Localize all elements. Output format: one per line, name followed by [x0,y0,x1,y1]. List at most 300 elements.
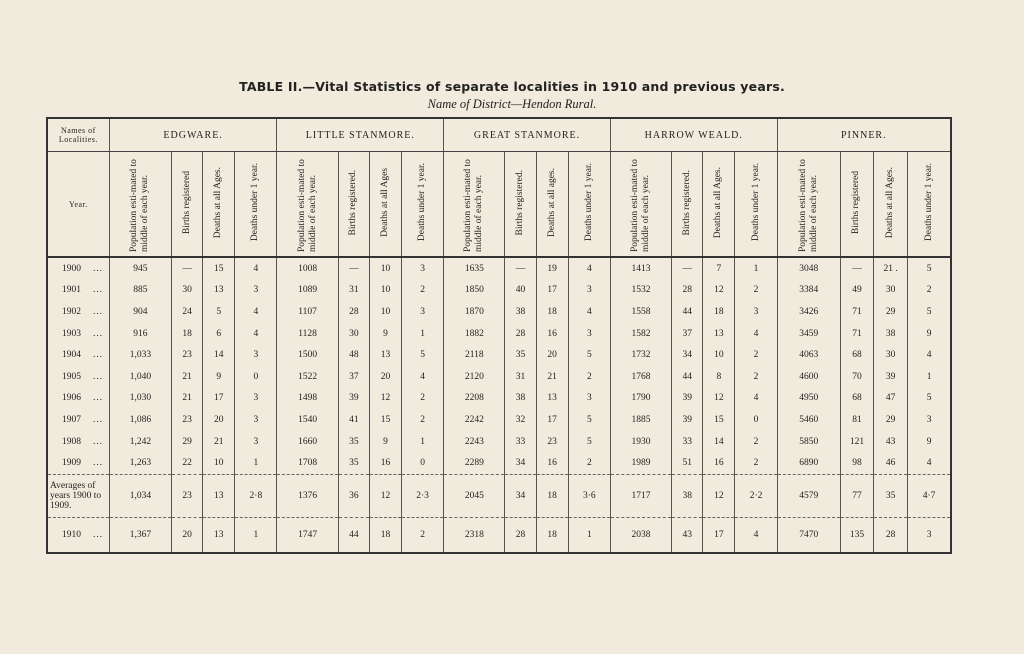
table-cell: 3 [402,257,444,280]
table-cell: 35 [874,474,908,517]
column-header-label: Births registered. [681,169,692,236]
table-cell: 2 [735,280,777,302]
table-cell: 70 [840,366,873,388]
table-cell: 68 [840,388,873,410]
year-cell [47,517,109,553]
table-cell: 1 [402,431,444,453]
table-cell: 1989 [610,452,671,474]
table-cell: 18 [369,517,401,553]
column-header-label: Births registered [851,170,862,235]
table-cell: 1558 [610,301,671,323]
table-cell: 1,263 [109,452,171,474]
table-cell: 4 [235,301,277,323]
table-cell: 13 [369,344,401,366]
table-cell: 2242 [444,409,505,431]
table-cell: 7470 [777,517,840,553]
table-cell: 4 [735,388,777,410]
table-cell: 44 [672,301,703,323]
table-row [47,301,951,323]
table-cell: 2 [402,517,444,553]
column-header-label: Deaths under 1 year. [250,163,261,242]
table-cell: 12 [369,388,401,410]
table-cell: 1660 [277,431,338,453]
year-cell [47,344,109,366]
year-value: 1910 [62,529,81,540]
table-cell: 2 [735,366,777,388]
table-cell: 47 [874,388,908,410]
table-cell: 4 [568,257,610,280]
locality-header-harrow-weald: HARROW WEALD. [610,118,777,152]
table-cell: 1128 [277,323,338,345]
table-row [47,366,951,388]
locality-header-pinner: PINNER. [777,118,951,152]
table-cell: 21 [172,388,203,410]
table-cell: 2120 [444,366,505,388]
table-cell: 4063 [777,344,840,366]
table-cell: 39 [338,388,369,410]
table-cell: 1 [235,517,277,553]
page-subtitle: Name of District—Hendon Rural. [427,97,597,111]
table-cell: 3 [235,388,277,410]
leader-dots: ... [93,263,104,274]
year-value: 1902 [62,306,81,317]
column-header-label: Deaths under 1 year. [583,163,594,242]
table-cell: 71 [840,301,873,323]
table-cell: 4 [735,323,777,345]
table-cell: 1376 [277,474,338,517]
table-cell: 18 [536,474,568,517]
table-cell: 3 [735,301,777,323]
table-cell: 1717 [610,474,671,517]
table-cell: 945 [109,257,171,280]
deaths-all-ages-header [536,152,568,258]
table-cell: 3 [235,409,277,431]
table-cell: 5850 [777,431,840,453]
table-cell: 1540 [277,409,338,431]
table-cell: 5 [908,388,951,410]
table-cell: 20 [203,409,235,431]
year-value: 1908 [62,436,81,447]
table-cell: 37 [338,366,369,388]
year-value: 1900 [62,263,81,274]
table-cell: 121 [840,431,873,453]
table-cell: 31 [338,280,369,302]
table-cell: 2 [735,344,777,366]
table-cell: 33 [672,431,703,453]
table-cell: 3 [908,517,951,553]
locality-header-edgware: EDGWARE. [109,118,277,152]
table-cell: — [840,257,873,280]
table-cell: 37 [672,323,703,345]
table-cell: 17 [703,517,735,553]
year-cell [47,366,109,388]
page-title: TABLE II.—Vital Statistics of separate localities in 1910 and previous years. [239,79,785,94]
table-cell: 13 [203,280,235,302]
table-cell: 1,040 [109,366,171,388]
year-value: 1909 [62,458,81,469]
population-header [444,152,505,258]
table-cell: 904 [109,301,171,323]
table-cell: 10 [369,257,401,280]
table-cell: 40 [505,280,536,302]
table-cell: 0 [235,366,277,388]
table-cell: 1,086 [109,409,171,431]
table-row [47,323,951,345]
leader-dots: ... [93,436,104,447]
table-cell: 1498 [277,388,338,410]
table-cell: 28 [338,301,369,323]
leader-dots: ... [93,350,104,361]
table-cell: 9 [203,366,235,388]
table-cell: 20 [172,517,203,553]
column-header-label: Deaths under 1 year. [750,163,761,242]
year-value: 1904 [62,350,81,361]
table-cell: 1850 [444,280,505,302]
table-cell: 1,242 [109,431,171,453]
table-cell: 46 [874,452,908,474]
deaths-under-1-header [402,152,444,258]
table-cell: 5 [568,431,610,453]
column-header-label: Births registered. [515,169,526,236]
leader-dots: ... [93,371,104,382]
year-cell [47,409,109,431]
table-cell: 1635 [444,257,505,280]
deaths-under-1-header [235,152,277,258]
table-cell: 916 [109,323,171,345]
table-cell: 3 [235,344,277,366]
column-header-label: Deaths at all Ages. [213,166,224,239]
table-row [47,452,951,474]
table-cell: 1 [402,323,444,345]
table-cell: 28 [874,517,908,553]
leader-dots: ... [93,458,104,469]
table-cell: 21 [172,366,203,388]
table-cell: 39 [672,388,703,410]
table-cell: 4 [908,344,951,366]
table-cell: 13 [703,323,735,345]
averages-row [47,474,951,517]
table-cell: 2 [402,388,444,410]
table-cell: 15 [203,257,235,280]
table-cell: 5 [568,344,610,366]
table-cell: 23 [172,409,203,431]
table-cell: 1732 [610,344,671,366]
table-cell: 5 [908,301,951,323]
table-row [47,431,951,453]
births-header [338,152,369,258]
column-header-label: Population esti-mated to middle of each year. [797,158,819,252]
table-cell: 2 [402,280,444,302]
table-cell: 10 [369,280,401,302]
table-cell: 21 [536,366,568,388]
column-header-label: Births registered. [348,169,359,236]
table-cell: 13 [536,388,568,410]
column-header-label: Deaths under 1 year. [417,163,428,242]
table-cell: 3048 [777,257,840,280]
table-cell: 1582 [610,323,671,345]
deaths-under-1-header [908,152,951,258]
table-cell: 10 [203,452,235,474]
leader-dots: ... [93,285,104,296]
year-cell [47,452,109,474]
table-cell: 30 [172,280,203,302]
deaths-under-1-header [735,152,777,258]
table-cell: 3 [235,431,277,453]
table-cell: 2318 [444,517,505,553]
table-cell: 3 [568,280,610,302]
table-cell: 31 [505,366,536,388]
table-cell: 9 [369,431,401,453]
table-cell: 2289 [444,452,505,474]
table-cell: 1747 [277,517,338,553]
births-header [840,152,873,258]
births-header [672,152,703,258]
table-cell: 98 [840,452,873,474]
table-cell: 24 [172,301,203,323]
table-cell: 38 [505,301,536,323]
year-cell [47,431,109,453]
table-cell: 13 [203,517,235,553]
table-cell: 4 [568,301,610,323]
table-cell: 14 [203,344,235,366]
table-cell: 17 [536,280,568,302]
table-cell: 1 [568,517,610,553]
table-cell: 3 [568,323,610,345]
table-cell: 6890 [777,452,840,474]
table-cell: 4 [235,323,277,345]
table-cell: 0 [735,409,777,431]
column-header-label: Deaths at all ages. [546,167,557,238]
leader-dots: ... [93,306,104,317]
table-cell: 38 [672,474,703,517]
table-cell: 51 [672,452,703,474]
table-cell: 1089 [277,280,338,302]
table-cell: 3 [568,388,610,410]
table-cell: 44 [338,517,369,553]
year-value: 1907 [62,414,81,425]
table-cell: — [505,257,536,280]
table-cell: 15 [703,409,735,431]
table-cell: 39 [672,409,703,431]
column-header-label: Population esti-mated to middle of each year. [129,158,151,252]
table-cell: 34 [505,452,536,474]
table-cell: 1768 [610,366,671,388]
table-cell: 49 [840,280,873,302]
table-cell: 1 [735,257,777,280]
table-cell: 34 [672,344,703,366]
table-cell: 28 [505,517,536,553]
year-cell [47,280,109,302]
table-cell: 1532 [610,280,671,302]
table-cell: 2 [568,452,610,474]
table-cell: 1 [235,452,277,474]
table-cell: 3 [235,280,277,302]
table-cell: 18 [536,301,568,323]
leader-dots: ... [93,393,104,404]
table-cell: 36 [338,474,369,517]
year-value: 1903 [62,328,81,339]
table-cell: 17 [203,388,235,410]
table-cell: — [338,257,369,280]
table-row [47,388,951,410]
table-cell: 34 [505,474,536,517]
table-cell: 885 [109,280,171,302]
table-cell: 18 [536,517,568,553]
table-cell: 2045 [444,474,505,517]
table-cell: 19 [536,257,568,280]
table-cell: 32 [505,409,536,431]
table-cell: 16 [536,323,568,345]
table-cell: 2 [908,280,951,302]
table-cell: 1413 [610,257,671,280]
table-row-1910 [47,517,951,553]
year-value: 1901 [62,285,81,296]
names-of-localities-header: Names of Localities. [47,118,109,152]
table-cell: 71 [840,323,873,345]
table-cell: 12 [703,474,735,517]
table-cell: 4 [908,452,951,474]
table-cell: 12 [703,280,735,302]
table-cell: 18 [703,301,735,323]
table-cell: 38 [505,388,536,410]
table-cell: 20 [536,344,568,366]
table-cell: 16 [703,452,735,474]
table-cell: 5 [568,409,610,431]
table-cell: 68 [840,344,873,366]
table-cell: 2208 [444,388,505,410]
table-cell: 44 [672,366,703,388]
table-cell: 1,034 [109,474,171,517]
population-header [610,152,671,258]
column-header-label: Population esti-mated to middle of each year. [296,158,318,252]
table-cell: 21 . [874,257,908,280]
table-cell: 4600 [777,366,840,388]
table-cell: 3 [908,409,951,431]
table-cell: 0 [402,452,444,474]
table-cell: 30 [874,344,908,366]
table-row [47,344,951,366]
table-cell: 13 [203,474,235,517]
table-cell: 4·7 [908,474,951,517]
table-cell: 2·2 [735,474,777,517]
table-cell: 2·3 [402,474,444,517]
table-cell: 23 [172,344,203,366]
column-header-label: Deaths at all Ages [379,168,390,237]
table-cell: 30 [874,280,908,302]
table-cell: 1790 [610,388,671,410]
year-cell [47,323,109,345]
table-cell: 4 [235,257,277,280]
locality-header-little-stanmore: LITTLE STANMORE. [277,118,444,152]
table-cell: 1500 [277,344,338,366]
table-cell: 2·8 [235,474,277,517]
table-cell: 2243 [444,431,505,453]
table-cell: 9 [908,431,951,453]
table-cell: 43 [672,517,703,553]
table-cell: 5 [908,257,951,280]
table-cell: 16 [536,452,568,474]
table-cell: 12 [703,388,735,410]
table-cell: 41 [338,409,369,431]
table-cell: 5460 [777,409,840,431]
table-cell: — [172,257,203,280]
table-cell: 22 [172,452,203,474]
table-cell: 2 [735,452,777,474]
table-cell: 1,030 [109,388,171,410]
column-header-label: Population esti-mated to middle of each year. [463,158,485,252]
deaths-all-ages-header [369,152,401,258]
year-value: 1906 [62,393,81,404]
table-cell: 2 [735,431,777,453]
deaths-all-ages-header [203,152,235,258]
table-cell: 29 [874,301,908,323]
table-cell: 33 [505,431,536,453]
table-cell: 5 [203,301,235,323]
table-cell: 1,033 [109,344,171,366]
table-row [47,280,951,302]
table-cell: 17 [536,409,568,431]
table-cell: 29 [172,431,203,453]
table-cell: 1870 [444,301,505,323]
averages-label: Averages of years 1900 to 1909. [47,474,109,517]
table-row [47,257,951,280]
table-cell: 38 [874,323,908,345]
table-cell: 6 [203,323,235,345]
deaths-under-1-header [568,152,610,258]
table-cell: 43 [874,431,908,453]
table-cell: 48 [338,344,369,366]
table-cell: 1 [908,366,951,388]
table-cell: 1107 [277,301,338,323]
table-cell: 5 [402,344,444,366]
table-cell: 1882 [444,323,505,345]
table-cell: 81 [840,409,873,431]
table-cell: 4 [402,366,444,388]
population-header [109,152,171,258]
table-cell: 9 [369,323,401,345]
leader-dots: ... [93,529,104,540]
table-cell: 30 [338,323,369,345]
table-cell: 2 [402,409,444,431]
table-cell: 23 [536,431,568,453]
table-cell: 1008 [277,257,338,280]
table-cell: 4579 [777,474,840,517]
table-cell: 35 [338,452,369,474]
table-cell: 12 [369,474,401,517]
table-cell: 28 [505,323,536,345]
table-cell: 1930 [610,431,671,453]
year-cell [47,301,109,323]
population-header [277,152,338,258]
year-cell [47,388,109,410]
table-cell: 3426 [777,301,840,323]
table-cell: 20 [369,366,401,388]
births-header [505,152,536,258]
table-cell: 1,367 [109,517,171,553]
year-cell [47,257,109,280]
table-cell: — [672,257,703,280]
table-cell: 39 [874,366,908,388]
births-header [172,152,203,258]
table-cell: 23 [172,474,203,517]
table-cell: 10 [703,344,735,366]
table-cell: 77 [840,474,873,517]
table-cell: 35 [338,431,369,453]
column-header-label: Births registered [181,170,192,235]
table-cell: 1885 [610,409,671,431]
leader-dots: ... [93,414,104,425]
table-cell: 15 [369,409,401,431]
